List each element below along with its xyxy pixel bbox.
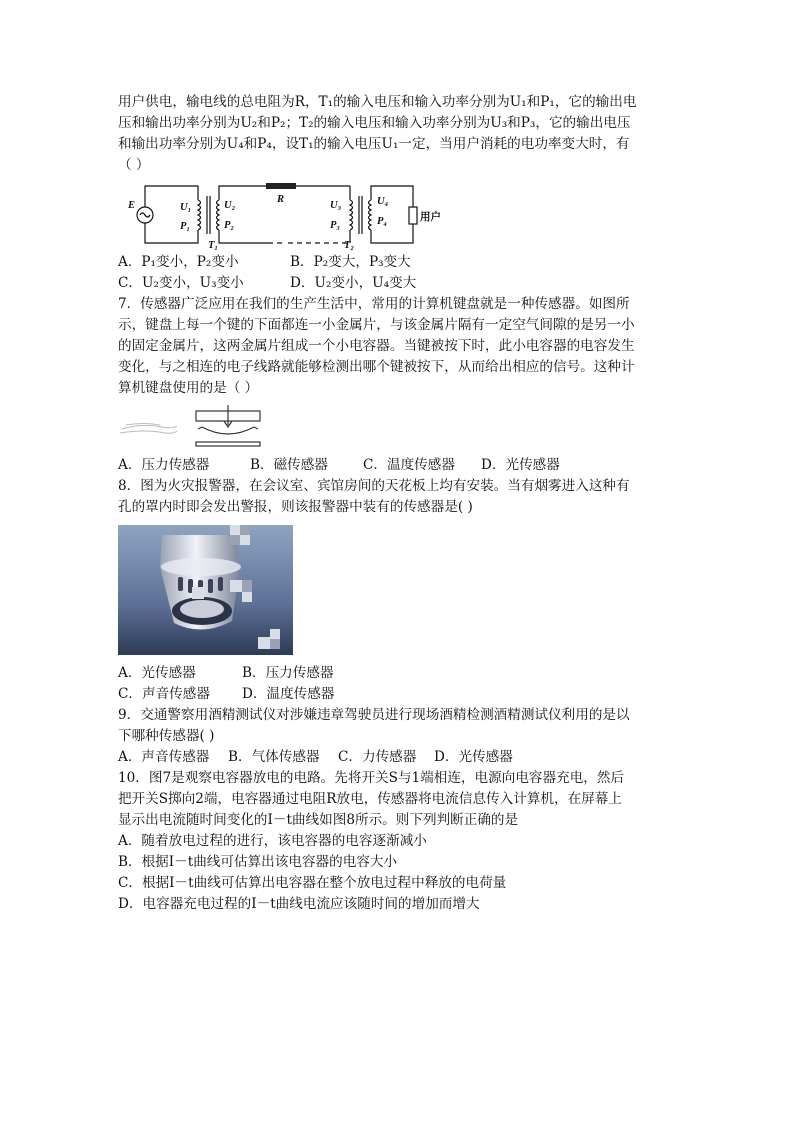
label-p2: P₂ <box>224 220 235 231</box>
resistor-r <box>266 183 296 189</box>
q8-stem <box>118 476 688 518</box>
q7-line-5: 算机键盘使用的是（ ） <box>118 380 259 396</box>
q9-option-d[interactable]: D．光传感器 <box>434 749 513 765</box>
q6-transmission-circuit-figure <box>118 180 688 250</box>
label-p3: P₃ <box>330 220 341 231</box>
q7-option-b[interactable]: B．磁传感器 <box>250 457 328 473</box>
q7-line-4: 变化，与之相连的电子线路就能够检测出哪个键被按下，从而给出相应的信号。这种计 <box>118 359 635 375</box>
label-p4: P₄ <box>377 216 388 227</box>
q6-options-row-1 <box>118 252 688 273</box>
q7-options <box>118 455 688 476</box>
q10-option-b[interactable]: B．根据I－t曲线可估算出该电容器的电容大小 <box>118 854 398 870</box>
q9-option-b[interactable]: B．气体传感器 <box>228 749 320 765</box>
q10-options <box>118 831 688 915</box>
q9-line-1: 9．交通警察用酒精测试仪对涉嫌违章驾驶员进行现场酒精检测酒精测试仪利用的是以 <box>118 707 630 723</box>
q8-options-row-1 <box>118 663 688 684</box>
q10-stem <box>118 768 688 831</box>
q7-line-2: 示，键盘上每一个键的下面都连一小金属片，与该金属片隔有一定空气间隙的是另一小 <box>118 317 635 333</box>
q7-keyboard-capacitor-figure <box>118 405 688 455</box>
q6-line-2: 压和输出功率分别为U₂和P₂；T₂的输入电压和输入功率分别为U₃和P₃，它的输出电压 <box>118 115 631 131</box>
exam-page <box>118 92 688 915</box>
q8-option-d[interactable]: D．温度传感器 <box>242 686 335 702</box>
label-t1: T₁ <box>208 240 219 250</box>
label-e: E <box>128 200 136 211</box>
q8-option-c[interactable]: C．声音传感器 <box>118 686 210 702</box>
label-p1: P₁ <box>180 221 191 232</box>
q7-option-d[interactable]: D．光传感器 <box>481 457 560 473</box>
label-u3: U₃ <box>330 200 342 211</box>
key-capacitor-diagram <box>118 405 318 449</box>
q8-options-row-2 <box>118 684 688 705</box>
label-u2: U₂ <box>224 200 236 211</box>
label-t2: T₂ <box>344 240 355 250</box>
q7-line-3: 的固定金属片，这两金属片组成一个小电容器。当键被按下时，此小电容器的电容发生 <box>118 338 635 354</box>
label-r: R <box>277 194 285 205</box>
q6-line-1: 用户供电，输电线的总电阻为R，T₁的输入电压和输入功率分别为U₁和P₁，它的输出电 <box>118 94 637 110</box>
q10-option-c[interactable]: C．根据I－t曲线可估算出电容器在整个放电过程中释放的电荷量 <box>118 875 507 891</box>
q10-line-3: 显示出电流随时间变化的I－t曲线如图8所示。则下列判断正确的是 <box>118 812 519 828</box>
transmission-circuit-diagram <box>118 180 448 250</box>
label-u4: U₄ <box>377 196 389 207</box>
q9-stem <box>118 705 688 747</box>
q6-line-3: 和输出功率分别为U₄和P₄，设T₁的输入电压U₁一定，当用户消耗的电功率变大时，有 <box>118 136 630 152</box>
q6-line-4: （ ） <box>118 157 150 173</box>
q6-option-a[interactable]: A．P₁变小，P₂变小 <box>118 254 239 270</box>
q6-options-row-2 <box>118 273 688 294</box>
q8-smoke-detector-photo <box>118 525 688 659</box>
q9-line-2: 下哪种传感器( ) <box>118 728 215 744</box>
q6-stem <box>118 92 688 176</box>
q9-options <box>118 747 688 768</box>
q7-line-1: 7．传感器广泛应用在我们的生产生活中，常用的计算机键盘就是一种传感器。如图所 <box>118 296 630 312</box>
q7-stem <box>118 294 688 399</box>
q6-option-c[interactable]: C．U₂变小，U₃变小 <box>118 275 244 291</box>
q8-option-a[interactable]: A．光传感器 <box>118 665 196 681</box>
label-u1: U₁ <box>180 202 192 213</box>
q8-line-1: 8．图为火灾报警器，在会议室、宾馆房间的天花板上均有安装。当有烟雾进入这种有 <box>118 478 630 494</box>
q10-option-d[interactable]: D．电容器充电过程的I－t曲线电流应该随时间的增加而增大 <box>118 896 480 912</box>
q10-line-1: 10．图7是观察电容器放电的电路。先将开关S与1端相连，电源向电容器充电，然后 <box>118 770 625 786</box>
label-user: 用户 <box>420 212 441 223</box>
smoke-detector-image <box>118 525 293 655</box>
q6-option-b[interactable]: B．P₂变大，P₃变大 <box>290 254 411 270</box>
q6-option-d[interactable]: D．U₂变小，U₄变大 <box>290 275 417 291</box>
q10-option-a[interactable]: A．随着放电过程的进行，该电容器的电容逐渐减小 <box>118 833 427 849</box>
q7-option-a[interactable]: A．压力传感器 <box>118 457 210 473</box>
q10-line-2: 把开关S掷向2端，电容器通过电阻R放电，传感器将电流信息传入计算机，在屏幕上 <box>118 791 622 807</box>
q9-option-a[interactable]: A．声音传感器 <box>118 749 210 765</box>
q8-option-b[interactable]: B．压力传感器 <box>242 665 334 681</box>
q8-line-2: 孔的罩内时即会发出警报，则该报警器中装有的传感器是( ) <box>118 499 473 515</box>
q7-option-c[interactable]: C．温度传感器 <box>363 457 455 473</box>
q9-option-c[interactable]: C．力传感器 <box>338 749 417 765</box>
